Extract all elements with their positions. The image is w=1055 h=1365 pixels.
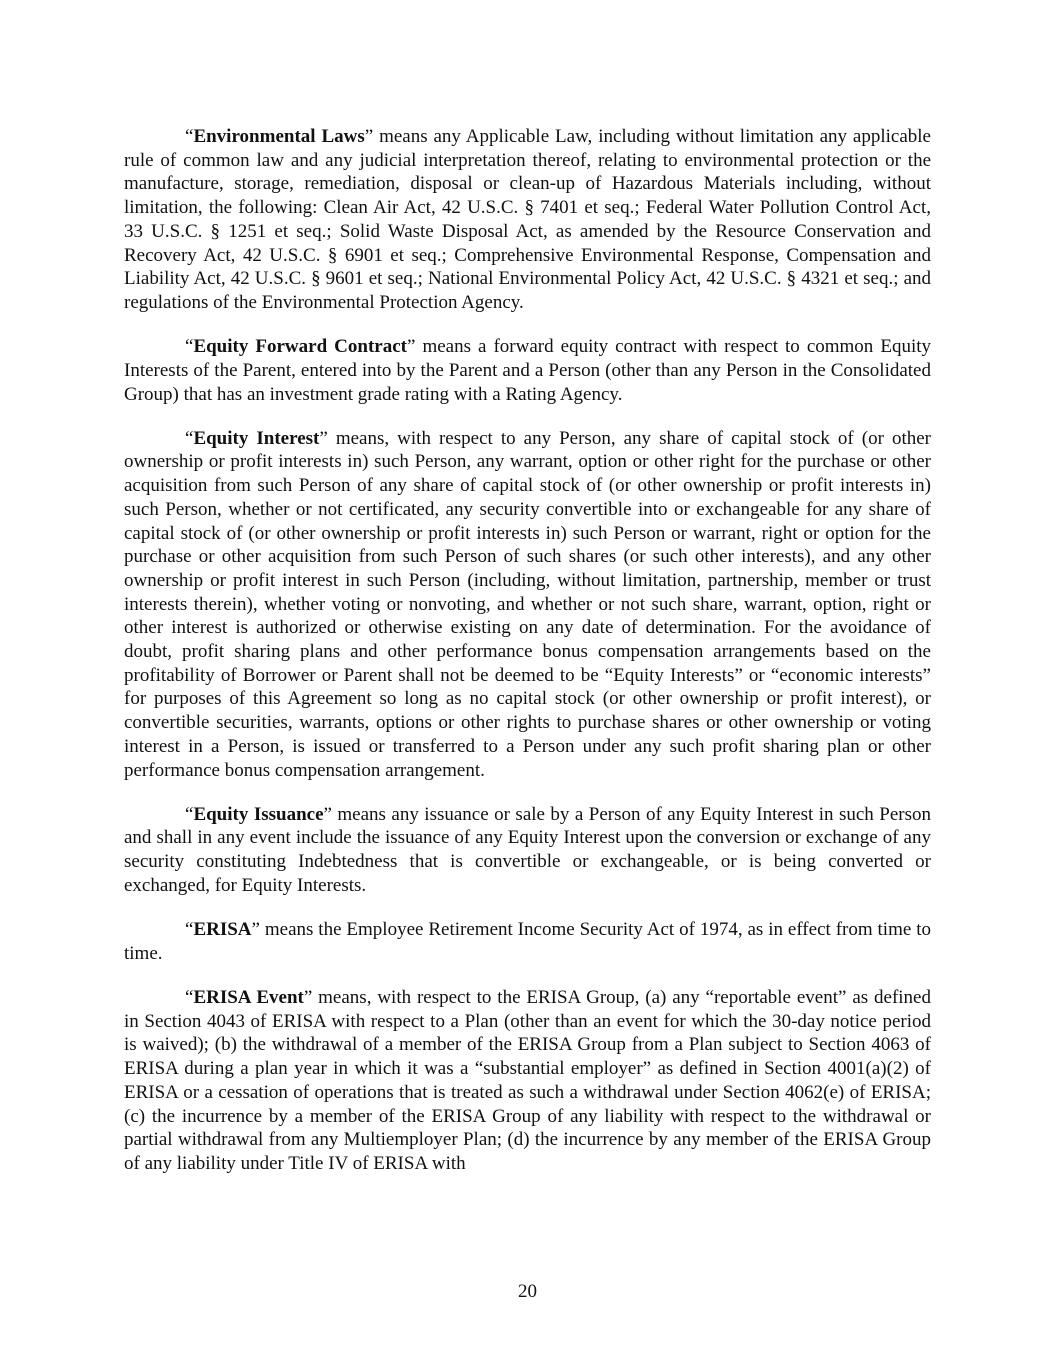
close-quote: ”	[251, 919, 260, 941]
definition-body: means a forward equity contract with respect to common Equity Interests of the Parent, entered into by the Parent and a Person (other than any Person in the Consolidated Group) that has an investment grade rating with a Rating Agency.	[124, 336, 932, 405]
definition-body: means any issuance or sale by a Person of any Equity Interest in such Person and shall in any event include the issuance of any Equity Interest upon the conversion or exchange of any security constituting Indebtedness that is convertible or exchangeable, or is being converted or exchanged, for Equity Interests.	[124, 803, 931, 896]
definition-body: means, with respect to the ERISA Group, (a) any “reportable event” as defined in Section 4043 of ERISA with respect to a Plan (other than an event for which the 30-day notice period is waived); (b) the withdrawal of a member of the ERISA Group from a Plan subject to Section 4063 of ERISA during a plan year in which it was a “substantial employer” as defined in Section 4001(a)(2) of ERISA or a cessation of operations that is treated as such a withdrawal under Section 4062(e) of ERISA; (c) the incurrence by a member of the ERISA Group of any liability with respect to the withdrawal or partial withdrawal from any Multiemployer Plan; (d) the incurrence by any member of the ERISA Group of any liability under Title IV of ERISA with	[124, 987, 931, 1174]
close-quote: ”	[303, 987, 313, 1008]
open-quote: “	[185, 336, 194, 358]
close-quote: ”	[406, 336, 416, 358]
document-page	[124, 125, 931, 1196]
open-quote: “	[185, 803, 194, 825]
definition-equity-interest	[124, 427, 931, 783]
definition-erisa-event	[124, 986, 931, 1176]
definition-environmental-laws	[124, 125, 931, 315]
defined-term: Equity Interest	[193, 427, 320, 449]
open-quote: “	[185, 987, 194, 1008]
defined-term: Equity Forward Contract	[193, 336, 407, 358]
open-quote: “	[185, 126, 194, 147]
defined-term: ERISA	[193, 919, 252, 941]
close-quote: ”	[319, 427, 328, 449]
page-number: 20	[518, 1281, 537, 1302]
definition-erisa	[124, 918, 931, 965]
open-quote: “	[185, 427, 194, 449]
defined-term: Equity Issuance	[193, 803, 324, 825]
open-quote: “	[185, 919, 194, 941]
definition-equity-forward-contract	[124, 335, 931, 406]
defined-term: ERISA Event	[193, 987, 304, 1008]
definition-equity-issuance	[124, 803, 931, 898]
defined-term: Environmental Laws	[193, 126, 365, 147]
close-quote: ”	[323, 803, 332, 825]
definition-body: means, with respect to any Person, any share of capital stock of (or other ownership or profit interests in) such Person, any warrant, option or other right for the purchase or other acquisition from such Person of any share of capital stock of (or other ownership or profit interests in) such Person, whether or not certificated, any security convertible into or exchangeable for any share of capital stock of (or other ownership or profit interests in) such Person or warrant, right or option for the purchase or other acquisition from such Person of such shares (or such other interests), and any other ownership or profit interest in such Person (including, without limitation, partnership, member or trust interests therein), whether voting or nonvoting, and whether or not such share, warrant, option, right or other interest is authorized or otherwise existing on any date of determination. For the avoidance of doubt, profit sharing plans and other performance bonus compensation arrangements based on the profitability of Borrower or Parent shall not be deemed to be “Equity Interests” or “economic interests” for purposes of this Agreement so long as no capital stock (or other ownership or profit interest), or convertible securities, warrants, options or other rights to purchase shares or other ownership or voting interest in a Person, is issued or transferred to a Person under any such profit sharing plan or other performance bonus compensation arrangement.	[124, 427, 931, 781]
definition-body: means any Applicable Law, including without limitation any applicable rule of common law and any judicial interpretation thereof, relating to environmental protection or the manufacture, storage, remediation, disposal or clean-up of Hazardous Materials including, without limitation, the following: Clean Air Act, 42 U.S.C. § 7401 et seq.; Federal Water Pollution Control Act, 33 U.S.C. § 1251 et seq.; Solid Waste Disposal Act, as amended by the Resource Conservation and Recovery Act, 42 U.S.C. § 6901 et seq.; Comprehensive Environmental Response, Compensation and Liability Act, 42 U.S.C. § 9601 et seq.; National Environmental Policy Act, 42 U.S.C. § 4321 et seq.; and regulations of the Environmental Protection Agency.	[124, 126, 931, 313]
close-quote: ”	[364, 126, 374, 147]
definition-body: means the Employee Retirement Income Security Act of 1974, as in effect from time to time.	[124, 919, 931, 964]
